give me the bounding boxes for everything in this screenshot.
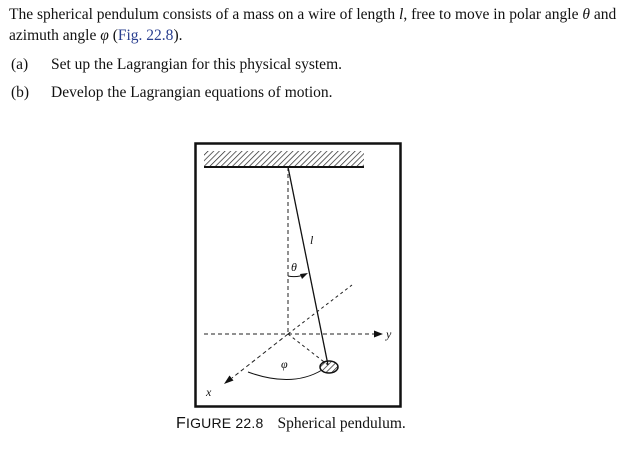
phi-arc (248, 370, 322, 380)
projection-line (288, 334, 328, 365)
intro-part-4: ( (108, 27, 118, 44)
ceiling-hatch (204, 151, 364, 167)
problem-statement (9, 4, 621, 46)
caption-text: Spherical pendulum. (277, 415, 406, 432)
length-variable: l (399, 6, 404, 23)
spherical-pendulum-figure (194, 142, 402, 408)
x-axis-arrowhead (224, 376, 234, 385)
x-axis (232, 334, 288, 378)
part-b (11, 83, 333, 103)
pendulum-bob (320, 361, 338, 373)
wire-length-label: l (310, 233, 314, 247)
intro-part-1: The spherical pendulum consists of a mass on a wire of length (9, 6, 399, 23)
y-axis-arrowhead (374, 331, 383, 338)
part-a-text: Set up the Lagrangian for this physical system. (51, 56, 342, 73)
theta-arrowhead (300, 273, 308, 279)
phi-label: φ (281, 357, 288, 371)
x-axis-label: x (206, 385, 212, 399)
y-axis-label: y (386, 327, 392, 341)
part-a-label: (a) (11, 56, 29, 73)
intro-part-5: ). (173, 27, 183, 44)
part-b-text: Develop the Lagrangian equations of motion. (51, 84, 333, 101)
intro-part-2: , free to move in polar angle (403, 6, 583, 23)
part-b-label: (b) (11, 84, 30, 101)
theta-variable: θ (582, 6, 590, 23)
intro-part-3: and azimuth angle (9, 6, 617, 44)
figure-caption (176, 415, 406, 433)
caption-figure-number: FIGURE 22.8 (176, 415, 264, 432)
figure-frame (196, 144, 401, 407)
part-a (11, 55, 342, 75)
figure-reference-link[interactable]: Fig. 22.8 (117, 27, 174, 44)
theta-label: θ (291, 260, 297, 274)
phi-variable: φ (100, 27, 109, 44)
